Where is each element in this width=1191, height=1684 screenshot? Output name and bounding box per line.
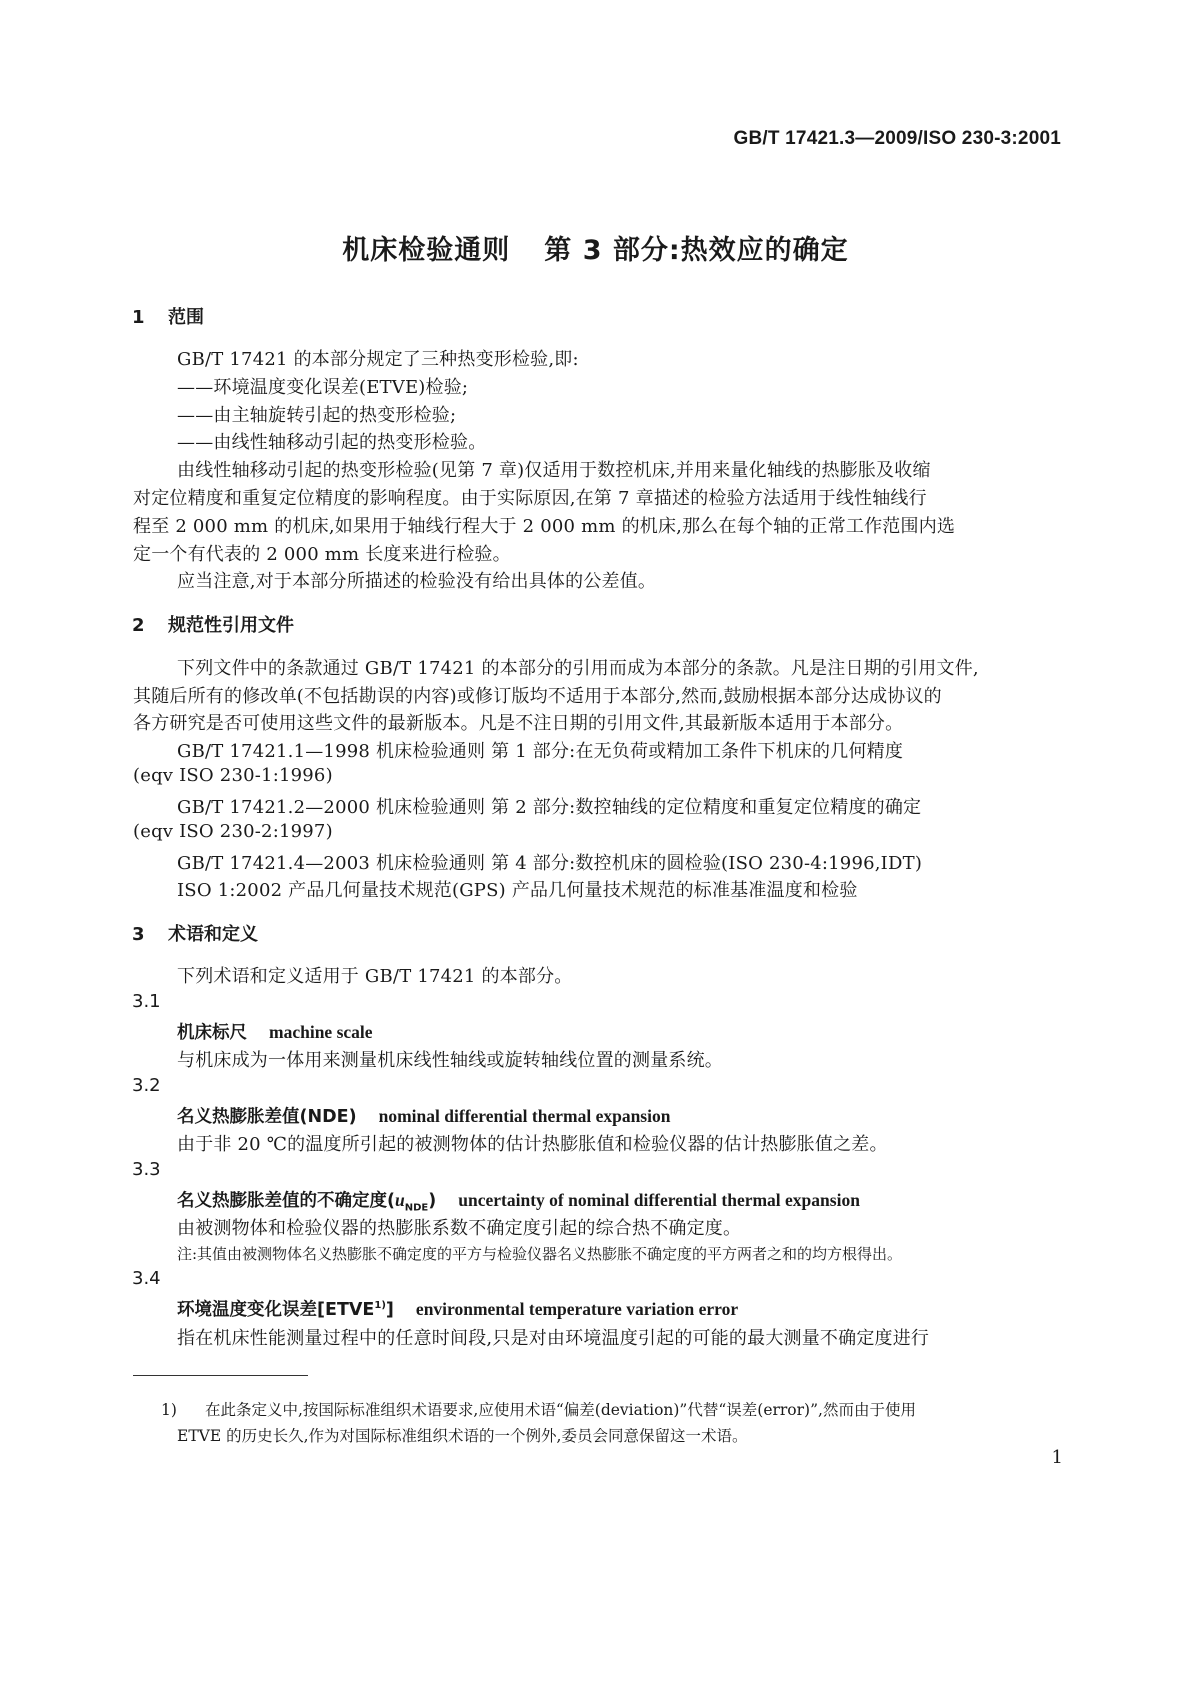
reference-line: ISO 1:2002 产品几何量技术规范(GPS) 产品几何量技术规范的标准基准温度和检验 xyxy=(177,880,858,901)
reference-line: GB/T 17421.2—2000 机床检验通则 第 2 部分:数控轴线的定位精度和重复定位精度的确定 xyxy=(177,797,922,818)
list-item: ——环境温度变化误差(ETVE)检验; xyxy=(177,377,469,398)
page-title xyxy=(0,228,1191,267)
term-zh: 环境温度变化误差[ETVE$^{1)}$] xyxy=(177,1300,394,1320)
paragraph-line: 定一个有代表的 2 000 mm 长度来进行检验。 xyxy=(133,544,511,565)
paragraph: 应当注意,对于本部分所描述的检验没有给出具体的公差值。 xyxy=(177,571,657,592)
standard-number: GB/T 17421.3—2009/ISO 230-3:2001 xyxy=(733,128,1061,149)
term-zh: 机床标尺 xyxy=(177,1023,247,1043)
term-en: machine scale xyxy=(269,1022,373,1042)
paragraph: 下列术语和定义适用于 GB/T 17421 的本部分。 xyxy=(177,966,573,987)
reference-line: GB/T 17421.1—1998 机床检验通则 第 1 部分:在无负荷或精加工条件下机床的几何精度 xyxy=(177,741,904,762)
list-item: ——由主轴旋转引起的热变形检验; xyxy=(177,405,457,426)
section-title: 范围 xyxy=(168,307,204,328)
paragraph-line: 程至 2 000 mm 的机床,如果用于轴线行程大于 2 000 mm 的机床,那么在每个轴的正常工作范围内选 xyxy=(133,516,956,537)
term-number: 3.3 xyxy=(132,1159,161,1180)
term-heading xyxy=(177,1103,670,1128)
term-number: 3.4 xyxy=(132,1268,161,1289)
term-definition: 由被测物体和检验仪器的热膨胀系数不确定度引起的综合热不确定度。 xyxy=(177,1218,742,1239)
title-main: 机床检验通则 xyxy=(342,235,511,266)
section-1-heading xyxy=(132,303,204,329)
term-note: 注:其值由被测物体名义热膨胀不确定度的平方与检验仪器名义热膨胀不确定度的平方两者之和的均方根得出。 xyxy=(177,1245,903,1263)
paragraph-line: 其随后所有的修改单(不包括勘误的内容)或修订版均不适用于本部分,然而,鼓励根据本部分达成协议的 xyxy=(133,686,942,707)
term-zh: 名义热膨胀差值(NDE) xyxy=(177,1107,357,1127)
term-heading xyxy=(177,1187,860,1214)
section-number: 1 xyxy=(132,307,145,328)
paragraph-line: 由线性轴移动引起的热变形检验(见第 7 章)仅适用于数控机床,并用来量化轴线的热膨胀及收缩 xyxy=(177,460,931,481)
paragraph: GB/T 17421 的本部分规定了三种热变形检验,即: xyxy=(177,349,579,370)
paragraph-line: 下列文件中的条款通过 GB/T 17421 的本部分的引用而成为本部分的条款。凡是注日期的引用文件, xyxy=(177,658,979,679)
section-number: 2 xyxy=(132,615,145,636)
reference-line: (eqv ISO 230-1:1996) xyxy=(133,765,333,786)
term-en: environmental temperature variation error xyxy=(415,1299,739,1319)
footnote-label: 1) xyxy=(161,1401,177,1419)
footnote-line: ETVE 的历史长久,作为对国际标准组织术语的一个例外,委员会同意保留这一术语。 xyxy=(177,1427,748,1445)
title-sub: 第 3 部分:热效应的确定 xyxy=(544,235,849,266)
term-number: 3.1 xyxy=(132,991,161,1012)
section-title: 规范性引用文件 xyxy=(168,615,294,636)
section-2-heading xyxy=(132,611,294,637)
footnote-divider xyxy=(133,1375,308,1376)
list-item: ——由线性轴移动引起的热变形检验。 xyxy=(177,432,487,453)
reference-line: GB/T 17421.4—2003 机床检验通则 第 4 部分:数控机床的圆检验(ISO 230-4:1996,IDT) xyxy=(177,853,923,874)
term-definition: 指在机床性能测量过程中的任意时间段,只是对由环境温度引起的可能的最大测量不确定度进行 xyxy=(177,1328,930,1349)
term-definition: 由于非 20 ℃的温度所引起的被测物体的估计热膨胀值和检验仪器的估计热膨胀值之差。 xyxy=(177,1134,888,1155)
footnote-ref: 1) xyxy=(374,1300,386,1312)
reference-line: (eqv ISO 230-2:1997) xyxy=(133,821,333,842)
term-zh: 名义热膨胀差值的不确定度$(u_{NDE})$ xyxy=(177,1190,437,1214)
term-heading xyxy=(177,1019,373,1044)
paragraph-line: 各方研究是否可使用这些文件的最新版本。凡是不注日期的引用文件,其最新版本适用于本部分。 xyxy=(133,713,904,734)
section-number: 3 xyxy=(132,924,145,945)
paragraph-line: 对定位精度和重复定位精度的影响程度。由于实际原因,在第 7 章描述的检验方法适用于线性轴线行 xyxy=(133,488,927,509)
term-heading xyxy=(177,1296,738,1321)
footnote-line: 1) 在此条定义中,按国际标准组织术语要求,应使用术语“偏差(deviation)”代替“误差(error)”,然而由于使用 xyxy=(161,1401,916,1419)
term-number: 3.2 xyxy=(132,1075,161,1096)
term-definition: 与机床成为一体用来测量机床线性轴线或旋转轴线位置的测量系统。 xyxy=(177,1050,723,1071)
section-title: 术语和定义 xyxy=(168,924,258,945)
page-number: 1 xyxy=(1051,1447,1063,1468)
term-en: uncertainty of nominal differential thermal expansion xyxy=(458,1190,860,1210)
term-en: nominal differential thermal expansion xyxy=(378,1106,671,1126)
section-3-heading xyxy=(132,920,258,946)
